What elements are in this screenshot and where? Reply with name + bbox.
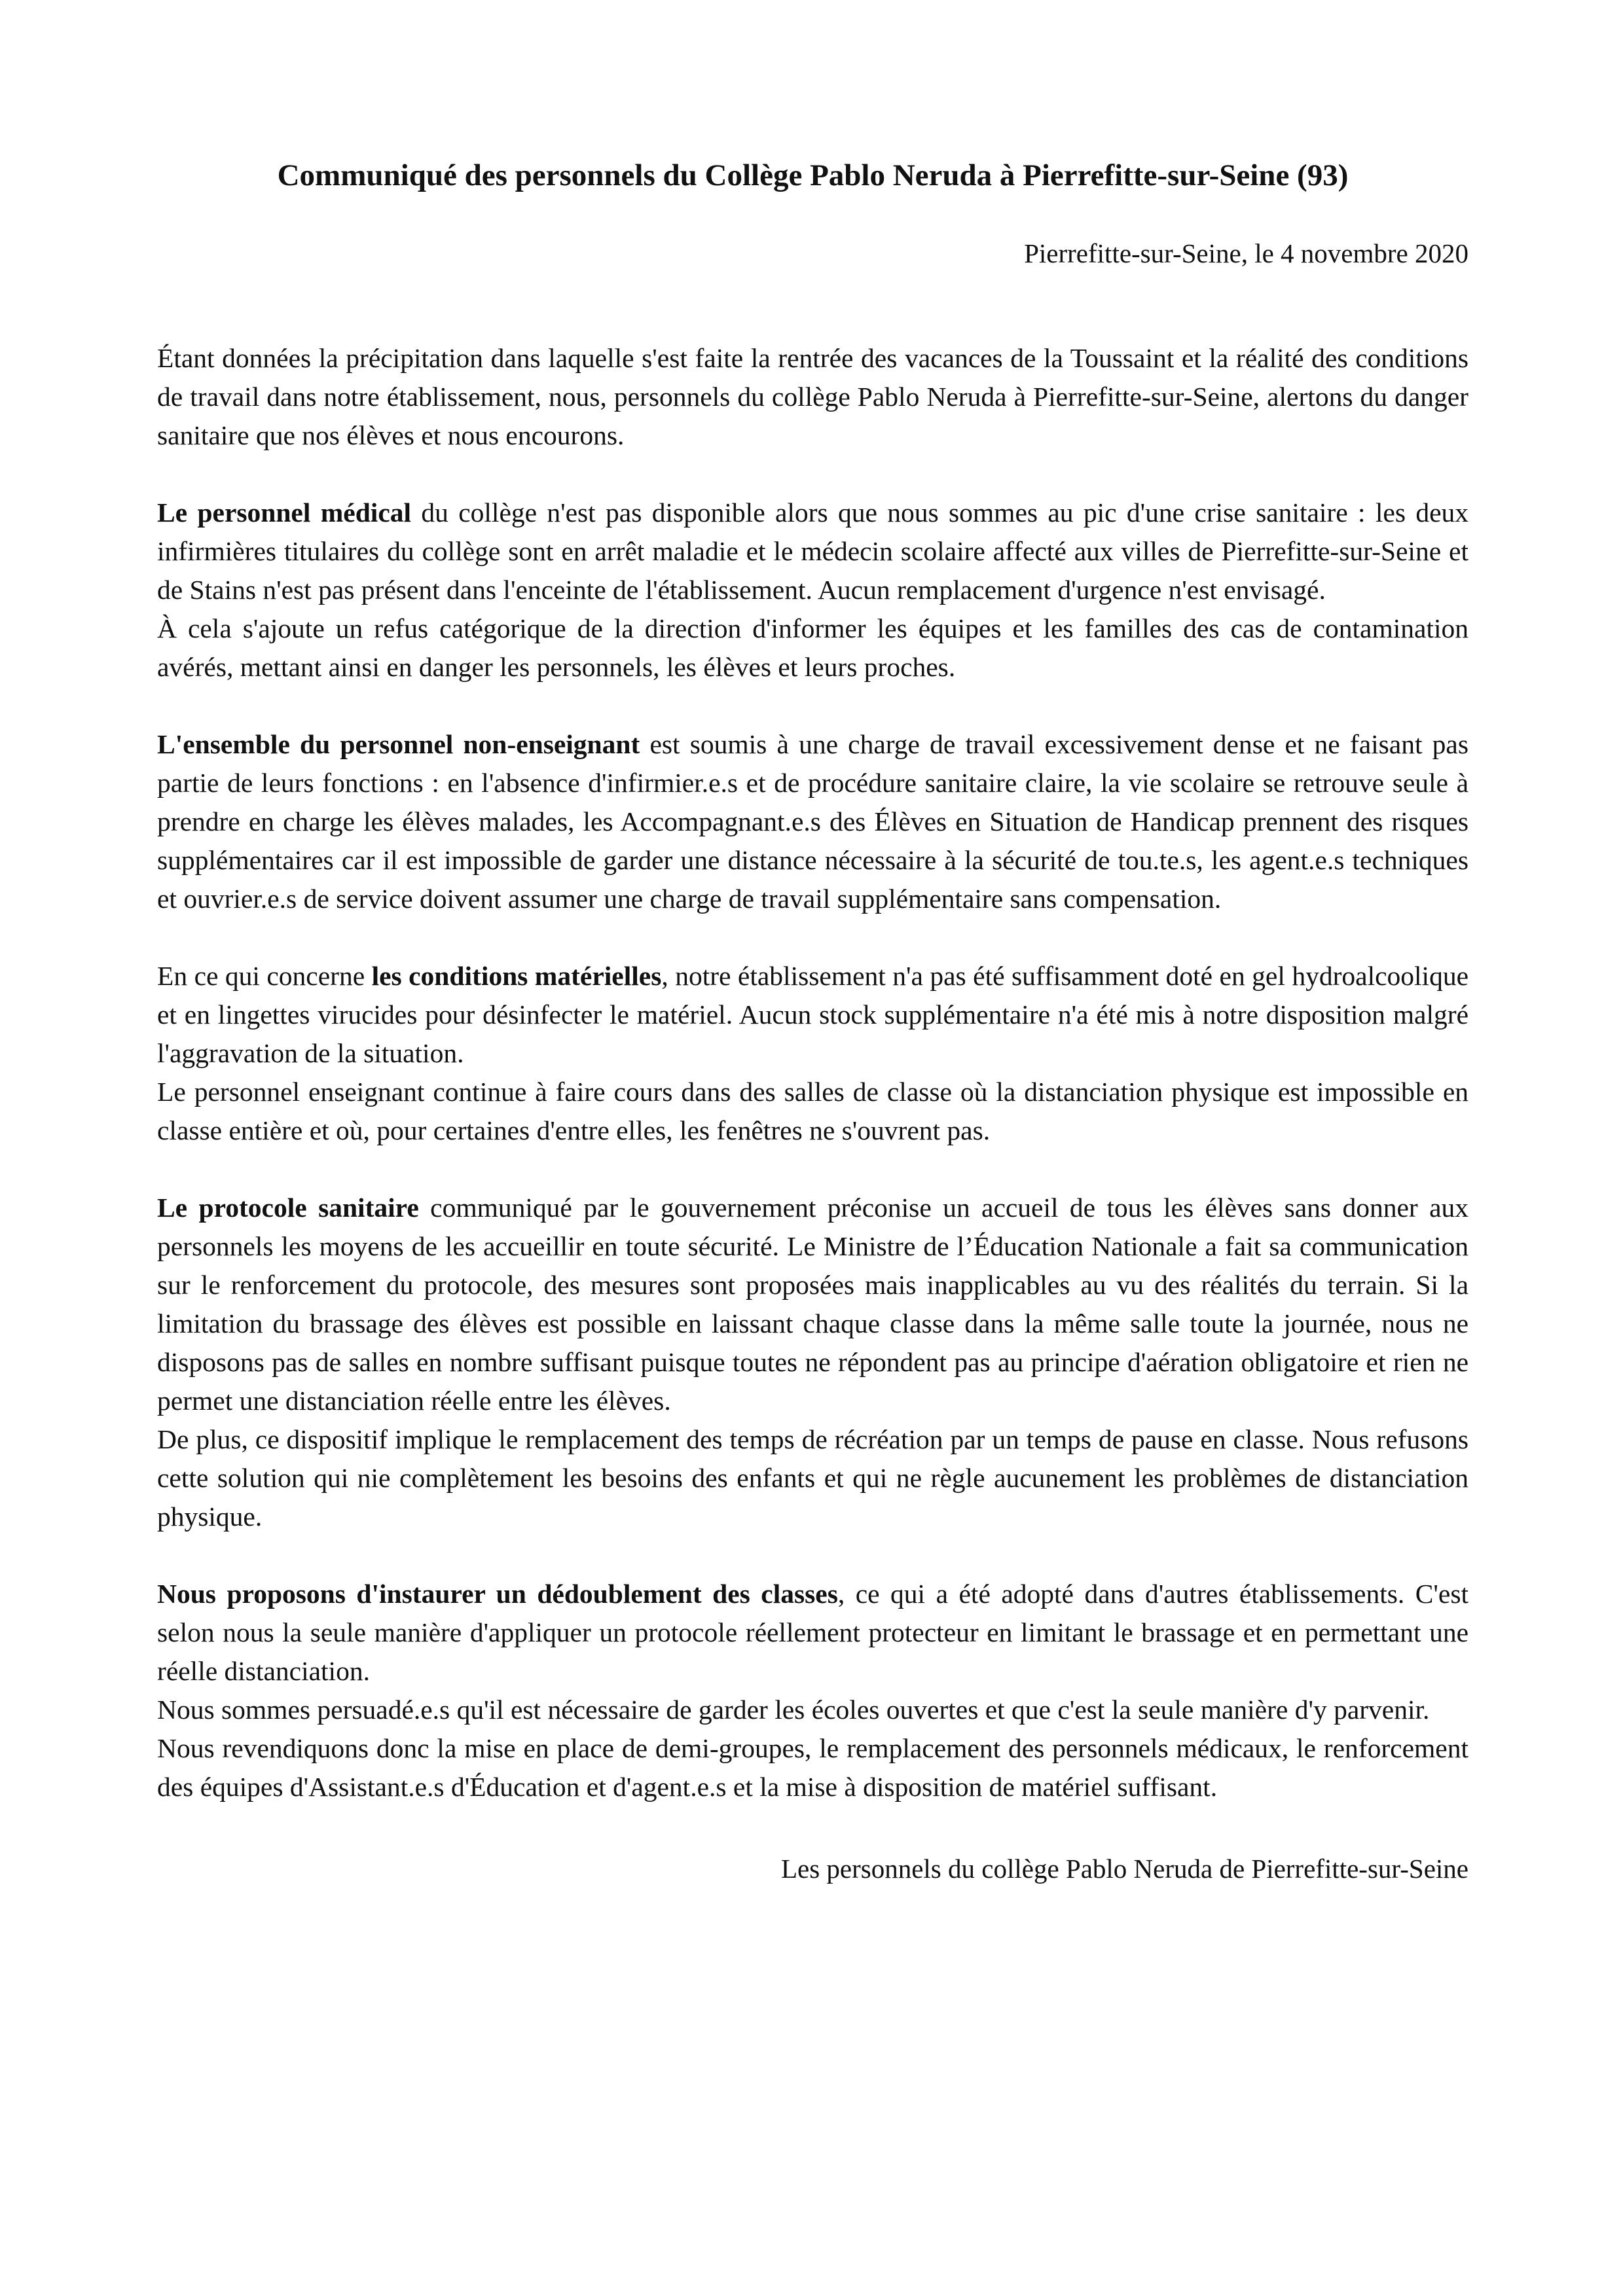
document-body [157,339,1468,1806]
protocol-text: communiqué par le gouvernement préconise un accueil de tous les élèves sans donner aux personnels les moyens de les accueillir en toute sécurité. Le Ministre de l’Éducation Nationale a fait sa communication sur le renforcement du protocole, des mesures sont proposées mais inapplicables au vu des réalités du terrain. Si la limitation du brassage des élèves est possible en laissant chaque classe dans la même salle toute la journée, nous ne disposons pas de salles en nombre suffisant puisque toutes ne répondent pas au principe d'aération obligatoire et rien ne permet une distanciation réelle entre les élèves. [157,1193,1468,1416]
proposal-text: , ce qui a été adopté dans d'autres établissements. C'est selon nous la seule manière d'appliquer un protocole réellement protecteur en limitant le brassage et en permettant une réelle distanciation. [157,1579,1468,1686]
non-teaching-paragraph [157,725,1468,918]
medical-lead: Le personnel médical [157,497,412,528]
protocol-paragraph [157,1189,1468,1420]
proposal-paragraph [157,1575,1468,1691]
signature: Les personnels du collège Pablo Neruda de Pierrefitte-sur-Seine [780,1854,1468,1884]
proposal-followup-1: Nous sommes persuadé.e.s qu'il est nécessaire de garder les écoles ouvertes et que c'est la seule manière d'y parvenir. [157,1695,1430,1725]
material-pre: En ce qui concerne [157,961,372,991]
material-followup: Le personnel enseignant continue à faire cours dans des salles de classe où la distanciation physique est impossible en classe entière et où, pour certaines d'entre elles, les fenêtres ne s'ouvrent pas. [157,1077,1468,1145]
medical-text: du collège n'est pas disponible alors que nous sommes au pic d'une crise sanitaire : les deux infirmières titulaires du collège sont en arrêt maladie et le médecin scolaire affecté aux villes de Pierrefitte-sur-Seine et de Stains n'est pas présent dans l'enceinte de l'établissement. Aucun remplacement d'urgence n'est envisagé. [157,497,1468,605]
medical-paragraph [157,493,1468,609]
intro-paragraph: Étant données la précipitation dans laquelle s'est faite la rentrée des vacances de la Toussaint et la réalité des conditions de travail dans notre établissement, nous, personnels du collège Pablo Neruda à Pierrefitte-sur-Seine, alertons du danger sanitaire que nos élèves et nous encourons. [157,343,1468,450]
protocol-followup: De plus, ce dispositif implique le remplacement des temps de récréation par un temps de pause en classe. Nous refusons cette solution qui nie complètement les besoins des enfants et qui ne règle aucunement les problèmes de distanciation physique. [157,1424,1468,1532]
material-lead: les conditions matérielles [371,961,662,991]
date-line: Pierrefitte-sur-Seine, le 4 novembre 2020 [1024,238,1468,268]
non-teaching-text: est soumis à une charge de travail excessivement dense et ne faisant pas partie de leurs fonctions : en l'absence d'infirmier.e.s et de procédure sanitaire claire, la vie scolaire se retrouve seule à prendre en charge les élèves malades, les Accompagnant.e.s des Élèves en Situation de Handicap prennent des risques supplémentaires car il est impossible de garder une distance nécessaire à la sécurité de tou.te.s, les agent.e.s techniques et ouvrier.e.s de service doivent assumer une charge de travail supplémentaire sans compensation. [157,729,1468,914]
proposal-lead: Nous proposons d'instaurer un dédoublement des classes [157,1579,838,1609]
material-text: , notre établissement n'a pas été suffisamment doté en gel hydroalcoolique et en lingettes virucides pour désinfecter le matériel. Aucun stock supplémentaire n'a été mis à notre disposition malgré l'aggravation de la situation. [157,961,1468,1068]
material-paragraph [157,957,1468,1073]
medical-followup: À cela s'ajoute un refus catégorique de la direction d'informer les équipes et les familles des cas de contamination avérés, mettant ainsi en danger les personnels, les élèves et leurs proches. [157,613,1468,682]
protocol-lead: Le protocole sanitaire [157,1193,419,1223]
non-teaching-lead: L'ensemble du personnel non-enseignant [157,729,640,759]
document-title: Communiqué des personnels du Collège Pablo Neruda à Pierrefitte-sur-Seine (93) [277,158,1349,192]
proposal-followup-2: Nous revendiquons donc la mise en place de demi-groupes, le remplacement des personnels médicaux, le renforcement des équipes d'Assistant.e.s d'Éducation et d'agent.e.s et la mise à disposition de matériel suffisant. [157,1733,1468,1802]
